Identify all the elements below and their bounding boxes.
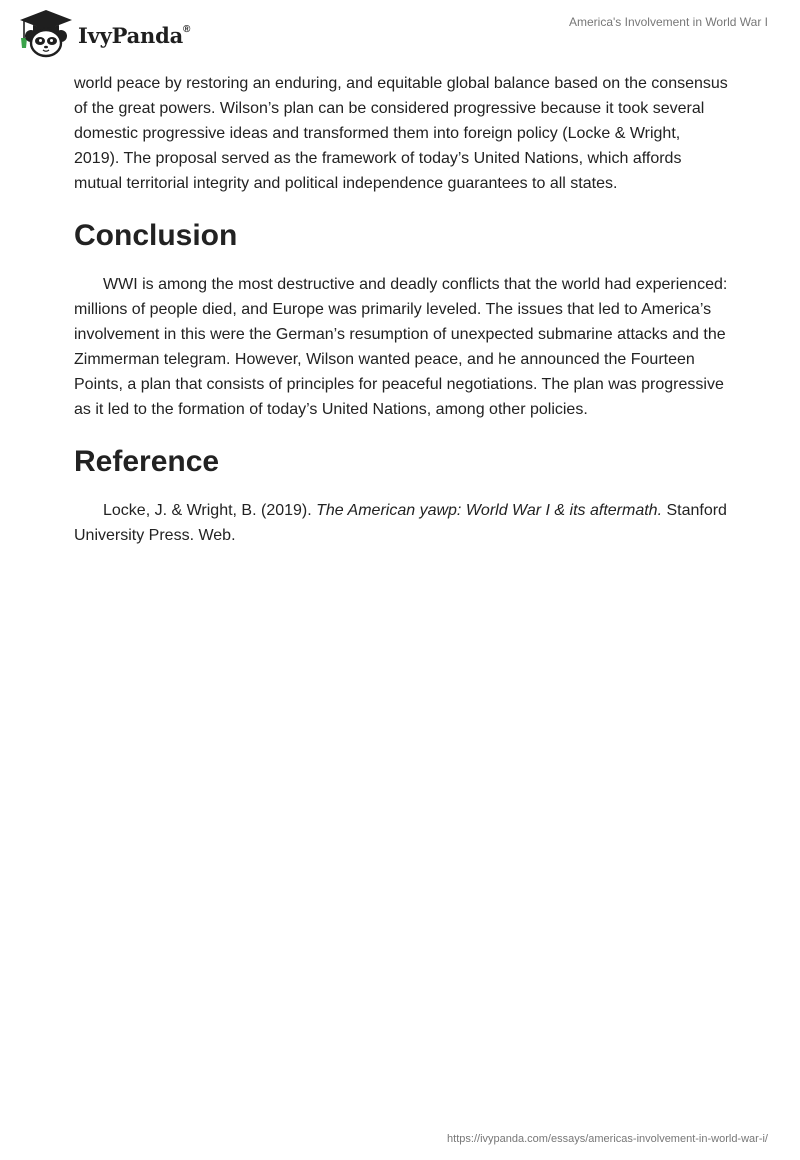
ivypanda-logo[interactable] — [16, 8, 190, 58]
conclusion-heading: Conclusion — [74, 219, 238, 252]
page-header — [0, 0, 800, 70]
panda-graduate-icon — [16, 8, 76, 58]
intro-paragraph: world peace by restoring an enduring, and equitable global balance based on the consensus of the great powers. Wilson’s plan can be considered progressive because it took several domestic progressive ideas and transformed them into foreign policy (Locke & Wright, 2019). The proposal served as the framework of today’s United Nations, which affords mutual territorial integrity and political independence guarantees to all states. — [74, 75, 728, 192]
source-url[interactable]: https://ivypanda.com/essays/americas-involvement-in-world-war-i/ — [447, 1133, 768, 1145]
document-title: America's Involvement in World War I — [568, 15, 768, 29]
reference-heading: Reference — [74, 445, 220, 478]
conclusion-paragraph: WWI is among the most destructive and deadly conflicts that the world had experienced: millions of people died, and Europe was primarily leveled. The issues that led to America’s involvement in this were the German’s resumption of unexpected submarine attacks and the Zimmerman telegram. However, Wilson wanted peace, and he announced the Fourteen Points, a plan that consists of principles for peaceful negotiations. The plan was progressive as it led to the formation of today’s United Nations, among other policies. — [74, 276, 728, 418]
reference-authors: Locke, J. & Wright, B. (2019). — [103, 502, 317, 519]
logo-wordmark: IvyPanda® — [78, 22, 191, 48]
registered-mark: ® — [183, 23, 191, 35]
reference-entry — [74, 498, 730, 548]
reference-title: The American yawp: World War I & its aftermath. — [316, 502, 663, 519]
reference-publisher: Stanford University Press. Web. — [74, 502, 727, 544]
essay-content — [74, 71, 730, 548]
